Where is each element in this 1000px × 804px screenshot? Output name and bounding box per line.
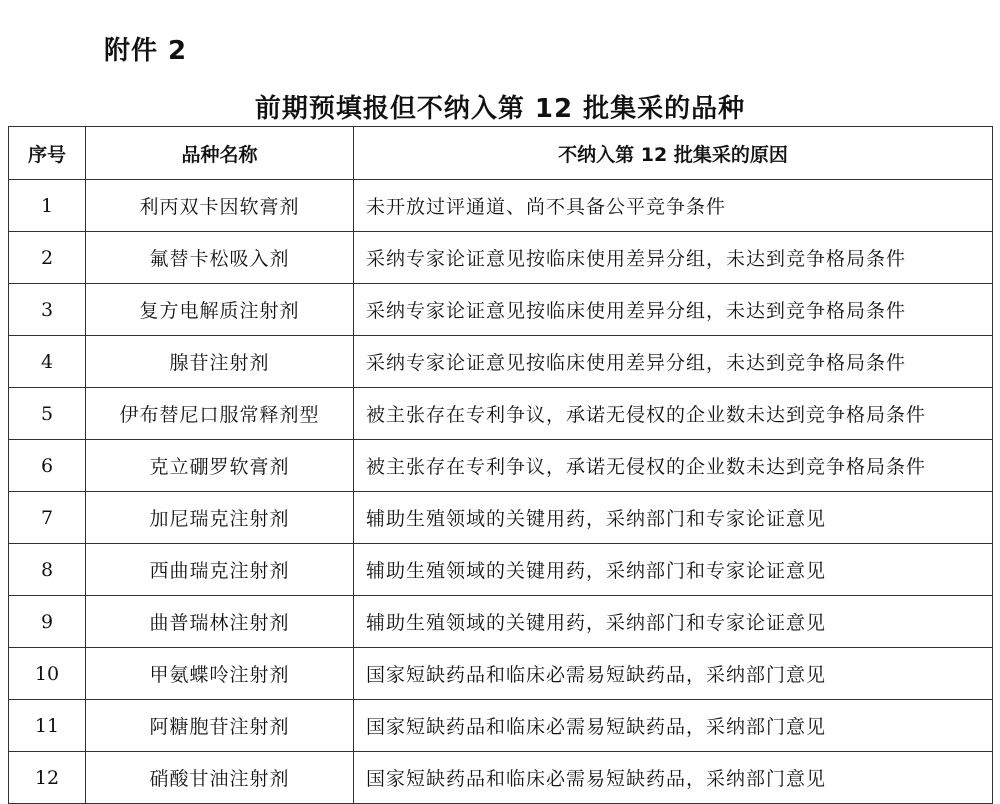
- row-serial-number: 6: [9, 440, 86, 492]
- row-variety-name: 曲普瑞林注射剂: [86, 596, 354, 648]
- table-row: [9, 596, 993, 648]
- row-exclusion-reason: 未开放过评通道、尚不具备公平竞争条件: [354, 180, 993, 232]
- row-variety-name: 氟替卡松吸入剂: [86, 232, 354, 284]
- row-variety-name: 加尼瑞克注射剂: [86, 492, 354, 544]
- row-variety-name: 克立硼罗软膏剂: [86, 440, 354, 492]
- row-serial-number: 8: [9, 544, 86, 596]
- row-exclusion-reason: 采纳专家论证意见按临床使用差异分组，未达到竞争格局条件: [354, 284, 993, 336]
- row-serial-number: 5: [9, 388, 86, 440]
- table-row: [9, 440, 993, 492]
- row-variety-name: 阿糖胞苷注射剂: [86, 700, 354, 752]
- row-exclusion-reason: 辅助生殖领域的关键用药，采纳部门和专家论证意见: [354, 596, 993, 648]
- table-row: [9, 180, 993, 232]
- table-row: [9, 284, 993, 336]
- row-serial-number: 4: [9, 336, 86, 388]
- table-row: [9, 544, 993, 596]
- row-exclusion-reason: 采纳专家论证意见按临床使用差异分组，未达到竞争格局条件: [354, 232, 993, 284]
- varieties-table: [8, 126, 993, 804]
- row-exclusion-reason: 被主张存在专利争议，承诺无侵权的企业数未达到竞争格局条件: [354, 440, 993, 492]
- row-exclusion-reason: 国家短缺药品和临床必需易短缺药品，采纳部门意见: [354, 648, 993, 700]
- document-title: 前期预填报但不纳入第 12 批集采的品种: [254, 94, 746, 124]
- table-header-row: [9, 127, 993, 180]
- table-row: [9, 700, 993, 752]
- table-row: [9, 752, 993, 804]
- row-exclusion-reason: 国家短缺药品和临床必需易短缺药品，采纳部门意见: [354, 752, 993, 804]
- row-variety-name: 甲氨蝶呤注射剂: [86, 648, 354, 700]
- row-exclusion-reason: 采纳专家论证意见按临床使用差异分组，未达到竞争格局条件: [354, 336, 993, 388]
- row-serial-number: 9: [9, 596, 86, 648]
- table-row: [9, 232, 993, 284]
- row-exclusion-reason: 辅助生殖领域的关键用药，采纳部门和专家论证意见: [354, 492, 993, 544]
- row-variety-name: 腺苷注射剂: [86, 336, 354, 388]
- row-serial-number: 3: [9, 284, 86, 336]
- row-serial-number: 7: [9, 492, 86, 544]
- row-variety-name: 伊布替尼口服常释剂型: [86, 388, 354, 440]
- header-exclusion-reason: 不纳入第 12 批集采的原因: [354, 127, 993, 180]
- row-variety-name: 复方电解质注射剂: [86, 284, 354, 336]
- row-serial-number: 1: [9, 180, 86, 232]
- row-variety-name: 利丙双卡因软膏剂: [86, 180, 354, 232]
- row-exclusion-reason: 辅助生殖领域的关键用药，采纳部门和专家论证意见: [354, 544, 993, 596]
- row-exclusion-reason: 被主张存在专利争议，承诺无侵权的企业数未达到竞争格局条件: [354, 388, 993, 440]
- table-row: [9, 336, 993, 388]
- table-row: [9, 648, 993, 700]
- row-serial-number: 12: [9, 752, 86, 804]
- row-serial-number: 2: [9, 232, 86, 284]
- row-variety-name: 西曲瑞克注射剂: [86, 544, 354, 596]
- header-variety-name: 品种名称: [86, 127, 354, 180]
- table-row: [9, 388, 993, 440]
- header-serial-number: 序号: [9, 127, 86, 180]
- table-row: [9, 492, 993, 544]
- row-serial-number: 10: [9, 648, 86, 700]
- row-exclusion-reason: 国家短缺药品和临床必需易短缺药品，采纳部门意见: [354, 700, 993, 752]
- row-serial-number: 11: [9, 700, 86, 752]
- attachment-label: 附件 2: [104, 36, 188, 66]
- row-variety-name: 硝酸甘油注射剂: [86, 752, 354, 804]
